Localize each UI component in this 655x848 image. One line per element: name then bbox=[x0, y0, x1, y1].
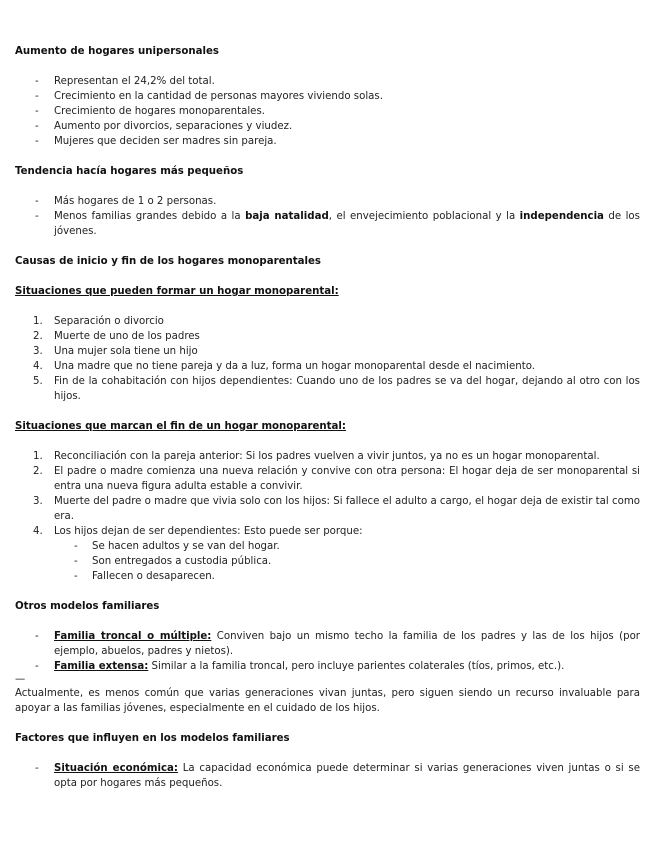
list-hogares-pequenos bbox=[15, 194, 640, 239]
list-item: 3. Una mujer sola tiene un hijo bbox=[33, 346, 198, 357]
term-text: Similar a la familia troncal, pero incluye parientes colaterales (tíos, primos, etc.). bbox=[148, 661, 565, 672]
subheading-fin: Situaciones que marcan el fin de un hogar monoparental: bbox=[15, 421, 346, 432]
subheading-formar: Situaciones que pueden formar un hogar monoparental: bbox=[15, 286, 339, 297]
heading-causas: Causas de inicio y fin de los hogares monoparentales bbox=[15, 256, 321, 267]
list-item: 3. Muerte del padre o madre que vivia solo con los hijos: Si fallece el adulto a cargo, el hogar deja de existir tal como era. bbox=[33, 496, 640, 522]
list-item: - Representan el 24,2% del total. bbox=[15, 74, 640, 89]
list-item: - Mujeres que deciden ser madres sin pareja. bbox=[15, 134, 640, 149]
list-formar bbox=[15, 314, 640, 404]
text-run: Menos familias grandes debido a la bbox=[54, 211, 246, 222]
heading-otros-modelos: Otros modelos familiares bbox=[15, 601, 160, 612]
text-run: , el envejecimiento poblacional y la bbox=[328, 211, 520, 222]
sublist-dependientes bbox=[54, 539, 640, 584]
term-label: Familia extensa: bbox=[54, 661, 149, 672]
list-item: - Crecimiento de hogares monoparentales. bbox=[15, 104, 640, 119]
separator: — bbox=[15, 674, 26, 685]
heading-hogares-pequenos: Tendencia hacía hogares más pequeños bbox=[15, 166, 244, 177]
list-item bbox=[15, 629, 640, 659]
term-label: Familia troncal o múltiple: bbox=[54, 631, 212, 642]
list-item bbox=[15, 209, 640, 239]
list-item: 4. Una madre que no tiene pareja y da a luz, forma un hogar monoparental desde el nacimiento. bbox=[33, 361, 535, 372]
text-run: de los jóvenes. bbox=[54, 211, 640, 237]
list-item: 1. Separación o divorcio bbox=[33, 316, 164, 327]
list-factores bbox=[15, 761, 640, 791]
heading-factores: Factores que influyen en los modelos familiares bbox=[15, 733, 290, 744]
heading-unipersonal: Aumento de hogares unipersonales bbox=[15, 46, 219, 57]
list-item: 2. El padre o madre comienza una nueva relación y convive con otra persona: El hogar deja de ser monoparental si entra una nueva figura adulta estable a convivir. bbox=[33, 466, 640, 492]
list-otros-modelos bbox=[15, 629, 640, 674]
term-text: La capacidad económica puede determinar si varias generaciones viven juntas o si se opta por hogares más pequeños. bbox=[54, 763, 640, 789]
list-item: 5. Fin de la cohabitación con hijos dependientes: Cuando uno de los padres se va del hogar, dejando al otro con los hijos. bbox=[33, 376, 640, 402]
list-item: - Son entregados a custodia pública. bbox=[54, 554, 640, 569]
bold-term: baja natalidad bbox=[245, 211, 329, 222]
list-item: - Se hacen adultos y se van del hogar. bbox=[54, 539, 640, 554]
list-item: 2. Muerte de uno de los padres bbox=[33, 331, 200, 342]
list-item: - Crecimiento en la cantidad de personas mayores viviendo solas. bbox=[15, 89, 640, 104]
list-fin bbox=[15, 449, 640, 584]
list-item: - Fallecen o desaparecen. bbox=[54, 569, 640, 584]
term-text: Conviven bajo un mismo techo la familia de los padres y las de los hijos (por ejemplo, abuelos, padres y nietos). bbox=[54, 631, 640, 657]
paragraph-generaciones: Actualmente, es menos común que varias generaciones vivan juntas, pero siguen siendo un recurso invaluable para apoyar a las familias jóvenes, especialmente en el cuidado de los hijos. bbox=[15, 688, 640, 714]
list-item bbox=[15, 761, 640, 791]
list-item: - Aumento por divorcios, separaciones y viudez. bbox=[15, 119, 640, 134]
list-item: - Más hogares de 1 o 2 personas. bbox=[15, 194, 640, 209]
list-item bbox=[15, 659, 640, 674]
term-label: Situación económica: bbox=[54, 763, 178, 774]
list-unipersonal bbox=[15, 74, 640, 149]
list-item: 4. Los hijos dejan de ser dependientes: Esto puede ser porque: - Se hacen adultos y se van del hogar. - Son entregados a custodia pública. - Fallecen o desaparecen. bbox=[15, 524, 640, 584]
bold-term: independencia bbox=[519, 211, 604, 222]
list-item: 1. Reconciliación con la pareja anterior: Si los padres vuelven a vivir juntos, ya no es un hogar monoparental. bbox=[33, 451, 600, 462]
